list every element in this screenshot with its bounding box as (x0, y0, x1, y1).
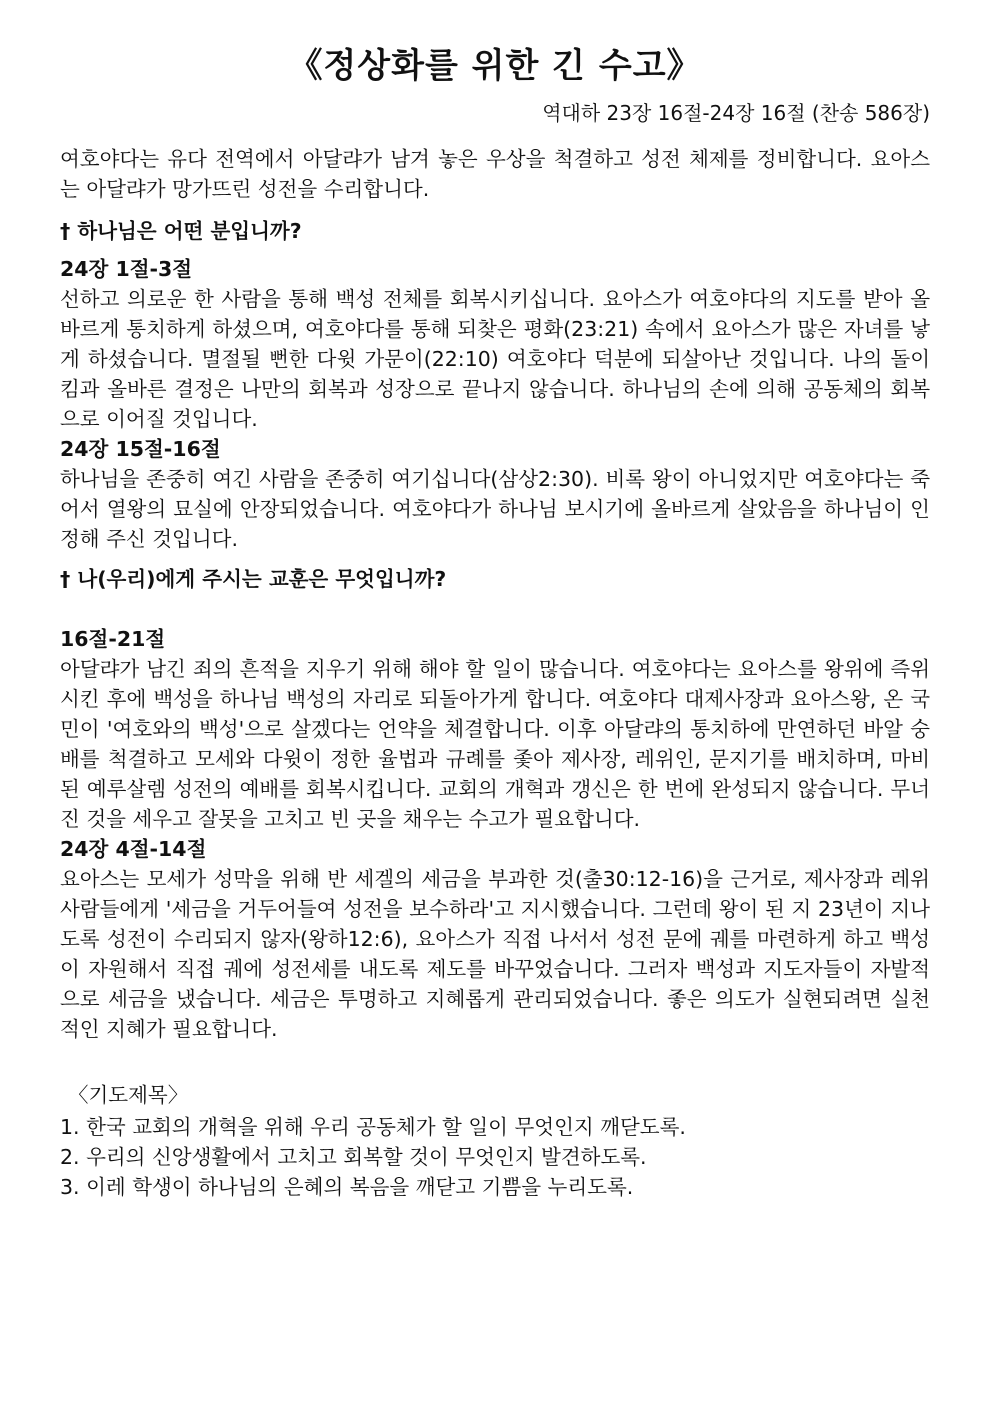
passage-body: 아달랴가 남긴 죄의 흔적을 지우기 위해 해야 할 일이 많습니다. 여호야다는 요아스를 왕위에 즉위시킨 후에 백성을 하나님 백성의 자리로 되돌아가게 합니다. 여호야다 대제사장과 요아스왕, 온 국민이 '여호와의 백성'으로 살겠다는 언약을 체결합니다. 이후 아달랴의 통치하에 만연하던 바알 숭배를 척결하고 모세와 다윗이 정한 율법과 규례를 좇아 제사장, 레위인, 문지기를 배치하며, 마비된 예루살렘 성전의 예배를 회복시킵니다. 교회의 개혁과 갱신은 한 번에 완성되지 않습니다. 무너진 것을 세우고 잘못을 고치고 빈 곳을 채우는 수고가 필요합니다. (60, 657, 930, 831)
prayer-item: 3. 이레 학생이 하나님의 은혜의 복음을 깨닫고 기쁨을 누리도록. (60, 1175, 634, 1199)
section-lesson-for-us (60, 564, 930, 1044)
passage-heading: 24장 4절-14절 (60, 837, 207, 861)
document-page (60, 44, 930, 1202)
intro-paragraph: 여호야다는 유다 전역에서 아달랴가 남겨 놓은 우상을 척결하고 성전 체제를 정비합니다. 요아스는 아달랴가 망가뜨린 성전을 수리합니다. (60, 147, 930, 201)
passage-heading: 24장 1절-3절 (60, 257, 193, 281)
section-who-is-god (60, 216, 930, 554)
document-title: 《정상화를 위한 긴 수고》 (288, 46, 702, 86)
scripture-reference: 역대하 23장 16절-24장 16절 (찬송 586장) (542, 101, 930, 125)
passage-body: 하나님을 존중히 여긴 사람을 존중히 여기십니다(삼상2:30). 비록 왕이 아니었지만 여호야다는 죽어서 열왕의 묘실에 안장되었습니다. 여호야다가 하나님 보시기에 올바르게 살았음을 하나님이 인정해 주신 것입니다. (60, 467, 930, 551)
passage-body: 요아스는 모세가 성막을 위해 반 세겔의 세금을 부과한 것(출30:12-16)을 근거로, 제사장과 레위 사람들에게 '세금을 거두어들여 성전을 보수하라'고 지시했습니다. 그런데 왕이 된 지 23년이 지나도록 성전이 수리되지 않자(왕하12:6), 요아스가 직접 나서서 성전 문에 궤를 마련하게 하고 백성이 자원해서 직접 궤에 성전세를 내도록 제도를 바꾸었습니다. 그러자 백성과 지도자들이 자발적으로 세금을 냈습니다. 세금은 투명하고 지혜롭게 관리되었습니다. 좋은 의도가 실현되려면 실천적인 지혜가 필요합니다. (60, 867, 930, 1041)
prayer-heading: 〈기도제목〉 (68, 1083, 189, 1107)
passage-heading: 16절-21절 (60, 627, 166, 651)
section-question: † 나(우리)에게 주시는 교훈은 무엇입니까? (60, 567, 447, 591)
prayer-topics (60, 1080, 930, 1202)
section-question: † 하나님은 어떤 분입니까? (60, 219, 302, 243)
passage-body: 선하고 의로운 한 사람을 통해 백성 전체를 회복시키십니다. 요아스가 여호야다의 지도를 받아 올바르게 통치하게 하셨으며, 여호야다를 통해 되찾은 평화(23:21) 속에서 요아스가 많은 자녀를 낳게 하셨습니다. 멸절될 뻔한 다윗 가문이(22:10) 여호야다 덕분에 되살아난 것입니다. 나의 돌이킴과 올바른 결정은 나만의 회복과 성장으로 끝나지 않습니다. 하나님의 손에 의해 공동체의 회복으로 이어질 것입니다. (60, 287, 930, 431)
prayer-list (60, 1112, 930, 1202)
prayer-item: 1. 한국 교회의 개혁을 위해 우리 공동체가 할 일이 무엇인지 깨닫도록. (60, 1115, 686, 1139)
passage-heading: 24장 15절-16절 (60, 437, 221, 461)
prayer-item: 2. 우리의 신앙생활에서 고치고 회복할 것이 무엇인지 발견하도록. (60, 1145, 647, 1169)
